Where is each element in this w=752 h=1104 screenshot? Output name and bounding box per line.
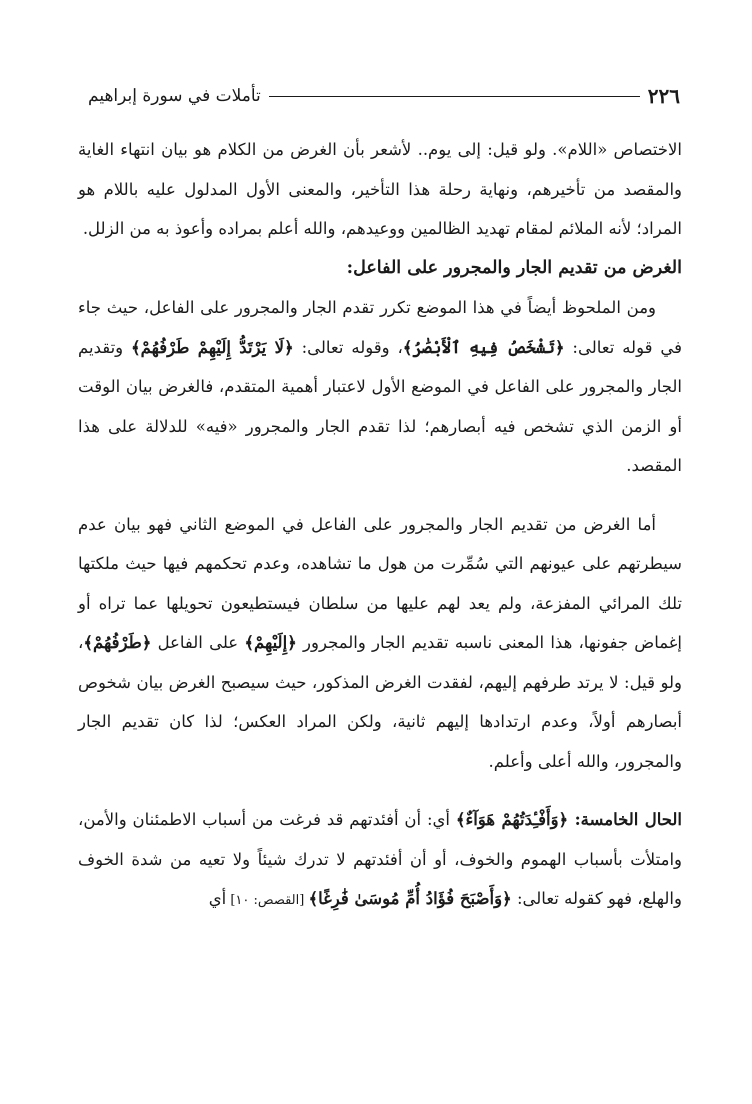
paragraph-3-text-2: على الفاعل — [151, 633, 245, 652]
section-heading: الغرض من تقديم الجار والمجرور على الفاعل: — [346, 257, 682, 278]
section-lead: الحال الخامسة: — [568, 810, 682, 829]
quran-verse-1: ﴿تَشْخَصُ فِيهِ ٱلْأَبْصَٰرُ﴾ — [402, 337, 565, 357]
paragraph-3-text-1: أما الغرض من تقديم الجار والمجرور على الفاعل في الموضع الثاني فهو بيان عدم سيطرتهم على عيونهم التي سُمِّرت من هول ما تشاهده، وعدم تحكمهم فيها حيث ملكتها تلك المرائي المفزعة، ولم يعد لهم عليها من سلطان فيستطيعون تحويلها عما تراه أو إغماض جفونها، هذا المعنى ناسبه تقديم الجار والمجرور — [78, 514, 682, 652]
page-body — [78, 130, 682, 921]
paragraph-2-text-2: ، وقوله تعالى: — [293, 337, 403, 357]
quran-verse-3: ﴿إِلَيْهِمْ﴾ — [244, 633, 297, 652]
verse-reference: [القصص: ١٠] — [226, 893, 309, 908]
paragraph-2-text-3: وتقديم الجار والمجرور على الفاعل في الموضع الأول لاعتبار أهمية المتقدم، فالغرض بيان الوقت أو الزمن الذي تشخص فيه أبصارهم؛ لذا تقدم الجار والمجرور «فيه» للدلالة على هذا المقصد. — [78, 337, 682, 475]
paragraph-3-text-3: ، ولو قيل: لا يرتد طرفهم إليهم، لفقدت الغرض المذكور، حيث سيصبح الغرض بيان شخوص أبصارهم أولاً، وعدم ارتدادها إليهم ثانية، ولكن المراد العكس؛ لذا كان تقديم الجار والمجرور، والله أعلى وأعلم. — [78, 633, 682, 771]
quran-verse-4: ﴿طَرْفُهُمْ﴾ — [83, 633, 152, 652]
paragraph-3 — [78, 505, 682, 782]
page-header — [88, 82, 680, 110]
paragraph-2 — [78, 288, 682, 486]
paragraph-4-text-1: أي: أن أفئدتهم قد فرغت من أسباب الاطمئنان والأمن، وامتلأت بأسباب الهموم والخوف، أو أن أفئدتهم لا تدرك شيئاً ولا تعيه من شدة الخوف والهلع، فهو كقوله تعالى: — [78, 810, 682, 908]
page-number: ٢٢٦ — [647, 84, 680, 108]
paragraph-2-text-1: ومن الملحوظ أيضاً في هذا الموضع تكرر تقدم الجار والمجرور على الفاعل، حيث جاء في قوله تعالى: — [78, 298, 682, 357]
paragraph-4 — [78, 800, 682, 921]
quran-verse-6: ﴿وَأَصْبَحَ فُؤَادُ أُمِّ مُوسَىٰ فَٰرِغًا﴾ — [308, 889, 512, 908]
running-title: تأملات في سورة إبراهيم — [88, 86, 261, 106]
paragraph-1: الاختصاص «اللام». ولو قيل: إلى يوم.. لأشعر بأن الغرض من الكلام هو بيان انتهاء الغاية والمقصد من تأخيرهم، ونهاية رحلة هذا التأخير، والمعنى الأول المدلول عليه باللام هو المراد؛ لأنه الملائم لمقام تهديد الظالمين ووعيدهم، والله أعلم بمراده وأعوذ به من الزلل. — [78, 140, 682, 238]
header-rule — [269, 96, 640, 97]
quran-verse-5: ﴿وَأَفْـِٔدَتُهُمْ هَوَآءٌ﴾ — [455, 810, 569, 829]
paragraph-4-text-2: أي — [208, 889, 227, 908]
quran-verse-2: ﴿لَا يَرْتَدُّ إِلَيْهِمْ طَرْفُهُمْ﴾ — [131, 337, 294, 357]
